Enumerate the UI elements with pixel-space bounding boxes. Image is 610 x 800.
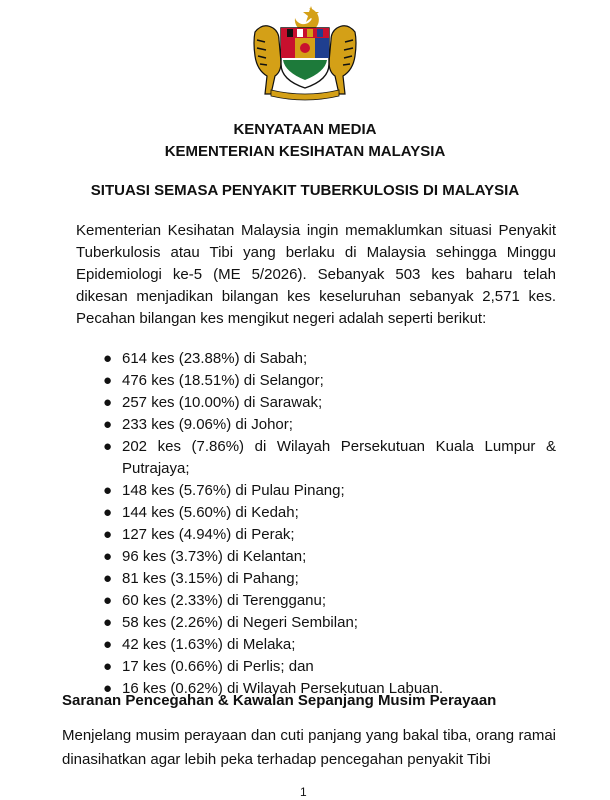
media-statement-label: KENYATAAN MEDIA bbox=[233, 121, 377, 138]
bullet-icon: ● bbox=[103, 680, 113, 697]
cases-by-state-list bbox=[76, 348, 556, 700]
bullet-icon: ● bbox=[103, 570, 113, 587]
bullet-icon: ● bbox=[103, 372, 113, 389]
list-item: ● 233 kes (9.06%) di Johor; bbox=[76, 414, 556, 436]
ministry-name: KEMENTERIAN KESIHATAN MALAYSIA bbox=[164, 143, 446, 160]
intro-paragraph: Kementerian Kesihatan Malaysia ingin memaklumkan situasi Penyakit Tuberkulosis atau Tibi yang berlaku di Malaysia sehingga Minggu Epidemiologi ke-5 (ME 5/2026). Sebanyak 503 kes baharu telah dikesan menjadikan bilangan kes keseluruhan sebanyak 2,571 kes. Pecahan bilangan kes mengikut negeri adalah seperti berikut: bbox=[76, 222, 556, 327]
list-item: ● 614 kes (23.88%) di Sabah; bbox=[76, 348, 556, 370]
list-item: ● 127 kes (4.94%) di Perak; bbox=[76, 524, 556, 546]
bullet-icon: ● bbox=[103, 526, 113, 543]
bullet-icon: ● bbox=[103, 504, 113, 521]
section-heading: Saranan Pencegahan & Kawalan Sepanjang Musim Perayaan bbox=[62, 692, 497, 709]
bullet-icon: ● bbox=[103, 394, 113, 411]
list-item: ● 17 kes (0.66%) di Perlis; dan bbox=[76, 656, 556, 678]
list-item: ● 144 kes (5.60%) di Kedah; bbox=[76, 502, 556, 524]
bullet-icon: ● bbox=[103, 438, 113, 455]
section-body: Menjelang musim perayaan dan cuti panjang yang bakal tiba, orang ramai dinasihatkan agar lebih peka terhadap pencegahan penyakit Tibi bbox=[62, 727, 556, 768]
bullet-icon: ● bbox=[103, 548, 113, 565]
list-item: ● 81 kes (3.15%) di Pahang; bbox=[76, 568, 556, 590]
bullet-icon: ● bbox=[103, 592, 113, 609]
bullet-icon: ● bbox=[103, 658, 113, 675]
bullet-icon: ● bbox=[103, 416, 113, 433]
list-item: ● 60 kes (2.33%) di Terengganu; bbox=[76, 590, 556, 612]
bullet-icon: ● bbox=[103, 636, 113, 653]
bullet-icon: ● bbox=[103, 614, 113, 631]
document-title: SITUASI SEMASA PENYAKIT TUBERKULOSIS DI MALAYSIA bbox=[90, 182, 520, 199]
bullet-icon: ● bbox=[103, 350, 113, 367]
list-item: ● 257 kes (10.00%) di Sarawak; bbox=[76, 392, 556, 414]
malaysia-coat-of-arms bbox=[245, 2, 365, 108]
page-number: 1 bbox=[300, 785, 307, 799]
list-item: ● 16 kes (0.62%) di Wilayah Persekutuan Labuan. bbox=[76, 678, 556, 700]
list-item: ● 42 kes (1.63%) di Melaka; bbox=[76, 634, 556, 656]
list-item: ● 476 kes (18.51%) di Selangor; bbox=[76, 370, 556, 392]
list-item: ● 96 kes (3.73%) di Kelantan; bbox=[76, 546, 556, 568]
list-item: ● 58 kes (2.26%) di Negeri Sembilan; bbox=[76, 612, 556, 634]
list-item: ● 148 kes (5.76%) di Pulau Pinang; bbox=[76, 480, 556, 502]
bullet-icon: ● bbox=[103, 482, 113, 499]
list-item: ● 202 kes (7.86%) di Wilayah Persekutuan Kuala Lumpur & Putrajaya; bbox=[103, 438, 556, 477]
